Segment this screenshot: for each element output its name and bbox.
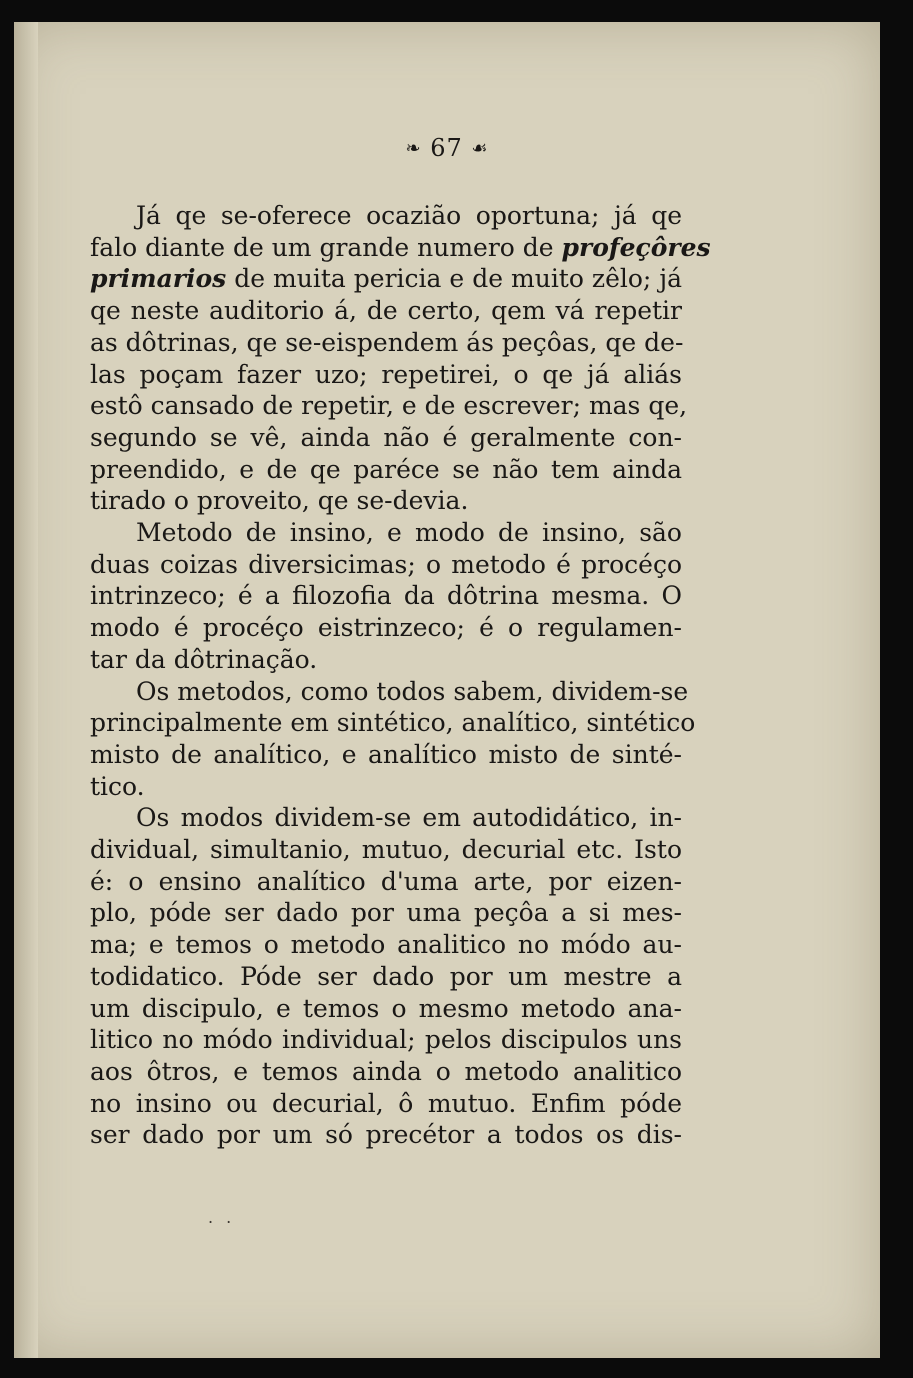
text-line: litico no módo individual; pelos discipulos uns [90,1025,682,1055]
text-line: duas coizas diversicimas; o metodo é procéço [90,549,682,579]
text-line: primarios de muita pericia e de muito zêlo; já [90,264,682,294]
body-text [90,200,711,1151]
text-line: tar da dôtrinação. [90,644,318,674]
book-page [14,22,880,1358]
page-gutter [14,22,38,1358]
text-line: intrinzeco; é a filozofia da dôtrina mesma. O [90,581,682,611]
text-line: plo, póde ser dado por uma peçôa a si mes- [90,898,682,928]
text-line: aos ôtros, e temos ainda o metodo analitico [90,1056,682,1086]
text-line: estô cansado de repetir, e de escrever; mas qe, [90,391,688,421]
text-line: tico. [90,771,145,801]
text-line: ma; e temos o metodo analitico no módo au- [90,930,682,960]
text-line: no insino ou decurial, ô mutuo. Enfim póde [90,1088,682,1118]
text-line: todidatico. Póde ser dado por um mestre a [90,961,682,991]
text-line: misto de analítico, e analítico misto de sinté- [90,739,682,769]
text-line: las poçam fazer uzo; repetirei, o qe já aliás [90,359,682,389]
text-line: falo diante de um grande numero de profeçôres [90,232,711,262]
text-line: principalmente em sintético, analítico, sintético [90,708,696,738]
text-line: segundo se vê, ainda não é geralmente con- [90,422,682,452]
text-line: qe neste auditorio á, de certo, qem vá repetir [90,296,682,326]
page-number: 67 [430,134,463,162]
right-ornament: ☙ [471,138,489,159]
emphasis-text: profeçôres [561,232,711,262]
emphasis-text: primarios [90,264,227,294]
text-line: modo é procéço eistrinzeco; é o regulamen- [90,613,682,643]
text-line: tirado o proveito, qe se-devia. [90,486,469,516]
text-line: Metodo de insino, e modo de insino, são [136,518,682,548]
signature-mark: . . [208,1208,236,1227]
text-line: Já qe se-oferece ocazião oportuna; já qe [136,201,682,230]
text-line: Os metodos, como todos sabem, dividem-se [136,676,689,706]
text-line: um discipulo, e temos o mesmo metodo ana- [90,993,682,1023]
left-ornament: ❧ [405,138,422,159]
text-line: as dôtrinas, qe se-eispendem ás peçôas, qe de- [90,327,684,357]
text-line: preendido, e de qe paréce se não tem ainda [90,454,682,484]
text-line: dividual, simultanio, mutuo, decurial etc. Isto [90,835,682,865]
page-number-header [14,134,880,162]
text-line: ser dado por um só precétor a todos os dis- [90,1120,682,1150]
text-line: é: o ensino analítico d'uma arte, por eizen- [90,866,682,896]
text-line: Os modos dividem-se em autodidático, in- [136,803,682,833]
